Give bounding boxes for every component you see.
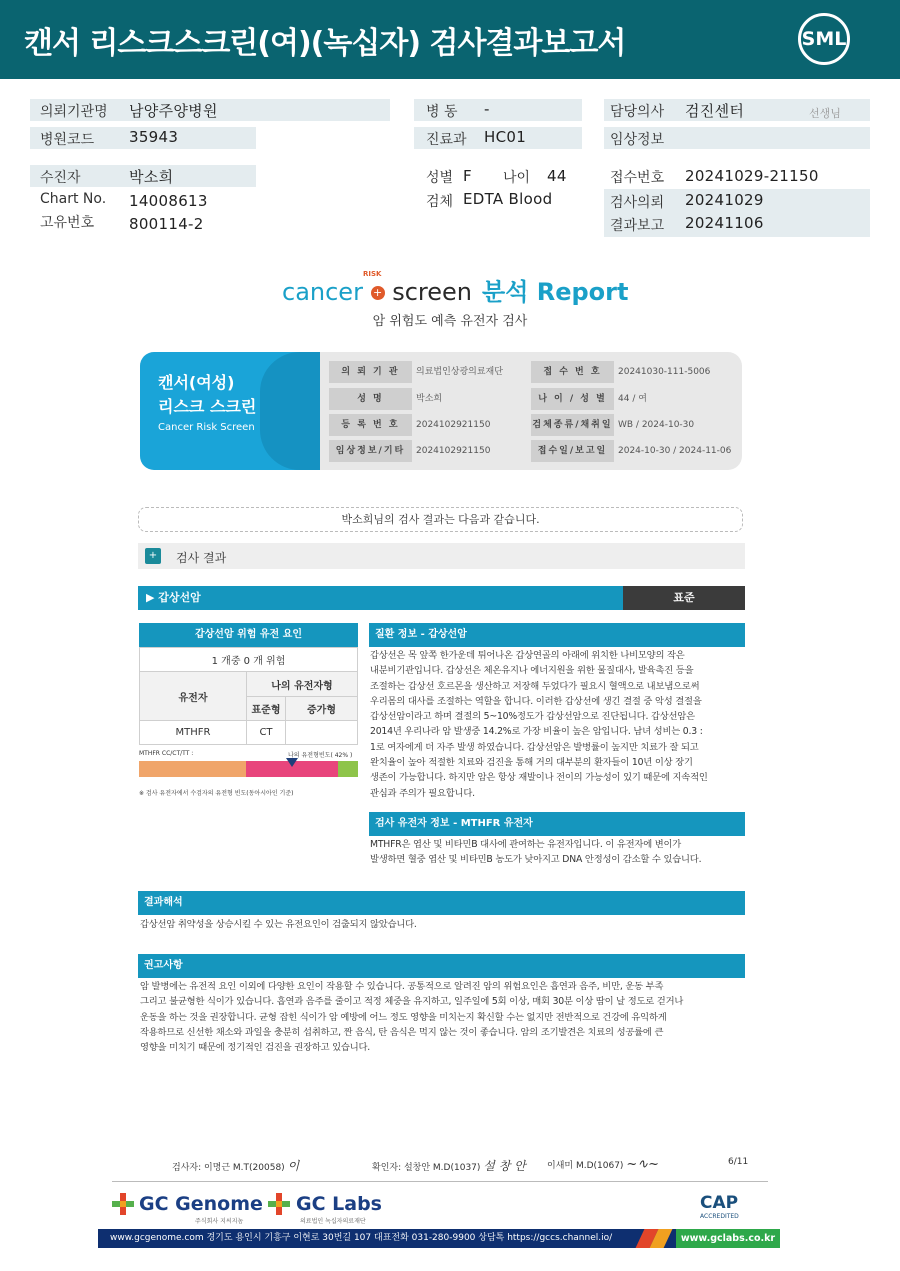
card-value: 44 / 여 [618, 394, 647, 404]
patient-value: 박소희 [129, 168, 174, 186]
card-key: 나 이 / 성 별 [531, 388, 614, 410]
examiner-signature: 이 [287, 1159, 300, 1173]
request-date-label: 검사의뢰 [610, 195, 665, 211]
text-line: 암 발병에는 유전적 요인 이외에 다양한 요인이 작용할 수 있습니다. 공통적으로 알려진 암의 위험요인은 흡연과 음주, 비만, 운동 부족 [140, 981, 664, 992]
confirmer-signature: 설 창 안 [483, 1159, 526, 1173]
doctor-label: 담당의사 [610, 104, 665, 120]
footer-website: www.gclabs.co.kr [676, 1229, 780, 1248]
text-line: 우리몸의 대사를 조절하는 역할을 합니다. 이러한 갑상선에 생긴 결절 중 악성 결절을 [370, 695, 702, 707]
text-line: 관심과 주의가 필요합니다. [370, 787, 475, 799]
specimen-label: 검체 [426, 194, 454, 210]
card-value: 박소희 [416, 394, 443, 404]
increased-header: 증가형 [285, 696, 358, 721]
unique-id-value: 800114-2 [129, 215, 204, 233]
card-title-1: 캔서(여성) [158, 373, 235, 392]
chart-no-value: 14008613 [129, 192, 208, 210]
section-bar [138, 543, 745, 569]
text-line: 영향을 미치기 때문에 정기적인 검진을 권장하고 있습니다. [140, 1042, 371, 1054]
text-line: 발생하면 혈중 엽산 및 비타민B 농도가 낮아지고 DNA 안정성이 감소할 수 있습니다. [370, 854, 702, 866]
third-signer-label: 이새미 M.D(1067) [547, 1161, 624, 1171]
recommendation-text [140, 979, 745, 1055]
recommendation-title: 권고사항 [138, 954, 745, 978]
gc-labs-sub: 의료법인 녹십자의료재단 [300, 1218, 366, 1225]
standard-genotype: CT [246, 720, 286, 745]
text-line: 조절하는 갑상선 호르몬을 생산하고 저장해 두었다가 필요시 혈액으로 내보냄으로써 [370, 680, 700, 692]
gene-name: MTHFR [139, 720, 247, 745]
brand-korean: 분석 Report [482, 278, 629, 306]
signature-examiner [172, 1157, 299, 1174]
text-line: 작용하므로 신선한 채소와 과일을 충분히 섭취하고, 짠 음식, 탄 음식은 먹지 않는 것이 좋습니다. 암의 조기발견은 치료의 성공률에 큰 [140, 1026, 664, 1038]
gene-count: 1 개중 0 개 위험 [139, 647, 358, 672]
gene-info-title: 검사 유전자 정보 - MTHFR 유전자 [369, 812, 745, 836]
card-value: 20241030-111-5006 [618, 367, 711, 377]
signature-scribble-icon: ~∿~ [626, 1157, 659, 1172]
specimen-value: EDTA Blood [463, 190, 553, 208]
signature-third [547, 1157, 659, 1172]
receipt-value: 20241029-21150 [685, 167, 819, 185]
department-label: 진료과 [426, 132, 467, 148]
thyroid-bar: ▶ 갑상선암 [138, 586, 623, 610]
card-title-panel [140, 352, 320, 470]
confirmer-label: 확인자: 설창안 M.D(1037) [372, 1163, 481, 1173]
sml-logo: SML [798, 13, 850, 65]
frequency-note: ※ 검사 유전자에서 수검자의 유전형 빈도(동아시아인 기준) [139, 790, 294, 797]
card-value: 2024102921150 [416, 446, 491, 456]
card-value: 2024102921150 [416, 420, 491, 430]
institution-value: 남양주양병원 [129, 102, 218, 120]
text-line: 2014년 우리나라 암 발생중 14.2%로 가장 비율이 높은 암입니다. 남녀 성비는 0.3 : [370, 726, 703, 738]
sex-label: 성별 [426, 170, 454, 186]
text-line: 내분비기관입니다. 갑상선은 체온유지나 에너지원을 위한 물질대사, 발육촉진 등을 [370, 665, 694, 677]
interpretation-title: 결과해석 [138, 891, 745, 915]
text-line: 생존이 가능합니다. 하지만 암은 항상 재발이나 전이의 가능성이 있기 때문에 지속적인 [370, 772, 708, 784]
freq-segment-tt [338, 761, 358, 777]
greeting: 박소희님의 검사 결과는 다음과 같습니다. [138, 507, 743, 532]
text-line: 운동을 하는 것을 권장합니다. 균형 잡힌 식이가 암 예방에 어느 정도 영향을 미치는지 확신할 수는 없지만 전반적으로 건강에 유익하게 [140, 1011, 667, 1023]
brand-cancer: cancer [282, 278, 363, 306]
card-title-en: Cancer Risk Screen [158, 422, 255, 433]
gene-header: 유전자 [139, 671, 247, 721]
footer-contact-bar: www.gcgenome.com 경기도 용인시 기흥구 이현로 30번길 107 대표전화 031-280-9900 상담톡 https://gccs.channel.io/ [98, 1229, 780, 1248]
disease-info-title: 질환 정보 - 갑상선암 [369, 623, 745, 647]
freq-segment-cc [139, 761, 246, 777]
card-key: 접수일/보고일 [531, 440, 614, 462]
hospital-code-value: 35943 [129, 128, 179, 146]
card-key: 성 명 [329, 388, 412, 410]
footer-divider [112, 1181, 768, 1182]
section-title: 검사 결과 [176, 551, 227, 565]
card-value: WB / 2024-10-30 [618, 420, 695, 430]
standard-header: 표준형 [246, 696, 286, 721]
gene-table-title: 갑상선암 위험 유전 요인 [139, 623, 358, 647]
card-value: 의료법인상광의료재단 [416, 367, 503, 377]
department-value: HC01 [484, 128, 527, 146]
gc-cross-icon [112, 1193, 134, 1215]
my-genotype-marker-icon [286, 758, 298, 767]
plus-icon: + [371, 286, 385, 300]
card-key: 의 뢰 기 관 [329, 361, 412, 383]
brand-logo [282, 272, 628, 307]
hospital-code-label: 병원코드 [40, 132, 95, 148]
gc-labs-logo: GC Labs [296, 1193, 382, 1215]
my-genotype-header: 나의 유전자형 [246, 671, 358, 697]
text-line: MTHFR은 엽산 및 비타민B 대사에 관여하는 유전자입니다. 이 유전자에 변이가 [370, 839, 682, 850]
text-line: 갑상선암이라고 하며 결절의 5~10%정도가 갑상선암으로 진단됩니다. 갑상선암은 [370, 711, 695, 723]
doctor-suffix: 선생님 [809, 107, 841, 120]
gene-info-text [370, 837, 745, 868]
doctor-value: 검진센터 [685, 102, 745, 120]
brand-screen: screen [392, 278, 473, 306]
report-date-value: 20241106 [685, 214, 764, 232]
examiner-label: 검사자: 이명근 M.T(20058) [172, 1163, 285, 1173]
card-title-2: 리스크 스크린 [158, 397, 257, 416]
clinical-info-label: 임상정보 [610, 132, 665, 148]
text-line: 완치율이 높아 적절한 치료와 검진을 통해 거의 대부분의 환자들이 10년 이상 장기 [370, 757, 693, 769]
ward-value: - [484, 100, 490, 118]
cap-accredited: ACCREDITED [700, 1213, 739, 1220]
report-title: 캔서 리스크스크린(여)(녹십자) 검사결과보고서 [24, 26, 626, 61]
thyroid-status: 표준 [623, 586, 745, 610]
gc-genome-logo: GC Genome [139, 1193, 263, 1215]
institution-label: 의뢰기관명 [40, 104, 108, 120]
frequency-bar-label: MTHFR CC/CT/TT : [139, 750, 194, 757]
interpretation-text: 갑상선암 취약성을 상승시킬 수 있는 유전요인이 검출되지 않았습니다. [140, 919, 417, 930]
my-frequency-label: 나의 유전형빈도( 42% ) [288, 752, 353, 759]
receipt-label: 접수번호 [610, 170, 665, 186]
sex-value: F [463, 167, 472, 185]
gc-cross-icon [268, 1193, 290, 1215]
age-label: 나이 [503, 170, 531, 186]
brand-risk-tag: RISK [363, 270, 382, 278]
card-value: 2024-10-30 / 2024-11-06 [618, 446, 732, 456]
card-key: 등 록 번 호 [329, 414, 412, 436]
chart-no-label: Chart No. [40, 191, 107, 207]
age-value: 44 [547, 167, 567, 185]
card-key: 임상정보/기타 [329, 440, 412, 462]
text-line: 1로 여자에게 더 자주 발생 하였습니다. 갑상선암은 발병률이 높지만 치료가 잘 되고 [370, 741, 699, 753]
card-key: 검체종류/채취일 [531, 414, 614, 436]
brand-subtitle: 암 위험도 예측 유전자 검사 [372, 314, 528, 329]
request-date-value: 20241029 [685, 191, 764, 209]
page-number: 6/11 [728, 1157, 749, 1167]
gc-genome-sub: 주식회사 지씨지놈 [195, 1218, 244, 1225]
text-line: 갑상선은 목 앞쪽 한가운데 튀어나온 갑상연골의 아래에 위치한 나비모양의 작은 [370, 650, 685, 661]
card-key: 접 수 번 호 [531, 361, 614, 383]
increased-genotype [285, 720, 358, 745]
disease-info-text [370, 648, 745, 801]
unique-id-label: 고유번호 [40, 215, 95, 231]
card-decoration [260, 352, 320, 470]
result-icon: + [145, 548, 161, 564]
ward-label: 병 동 [426, 104, 458, 120]
report-date-label: 결과보고 [610, 218, 665, 234]
cap-logo: CAP [700, 1193, 739, 1213]
text-line: 그리고 불균형한 식이가 있습니다. 흡연과 음주를 줄이고 적정 체중을 유지하고, 일주일에 5회 이상, 매회 30분 이상 땀이 날 정도로 걷거나 [140, 996, 684, 1008]
patient-label: 수진자 [40, 170, 81, 186]
signature-confirmer [372, 1157, 526, 1174]
